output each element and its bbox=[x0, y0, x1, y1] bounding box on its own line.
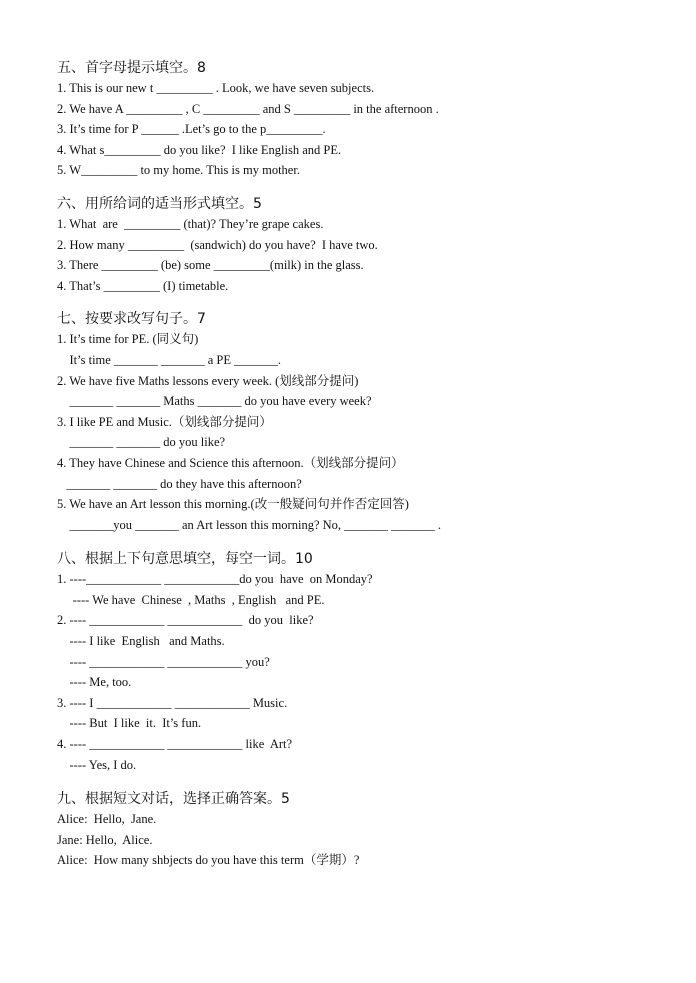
worksheet-page bbox=[57, 58, 677, 871]
exercise-line: ---- We have Chinese , Maths , English and PE. bbox=[57, 592, 325, 607]
section-title: 五、首字母提示填空。8 bbox=[57, 60, 206, 76]
exercise-line: 5. We have an Art lesson this morning.(改一般疑问句并作否定回答) bbox=[57, 497, 409, 512]
section-title: 六、用所给词的适当形式填空。5 bbox=[57, 195, 262, 212]
exercise-line: ---- I like English and Maths. bbox=[57, 634, 225, 649]
exercise-line: 3. I like PE and Music.（划线部分提问） bbox=[57, 414, 272, 429]
exercise-line: 4. What s_________ do you like? I like English and PE. bbox=[57, 142, 342, 157]
exercise-line: ---- Yes, I do. bbox=[57, 757, 137, 772]
section-title: 八、根据上下句意思填空，每空一词。10 bbox=[57, 551, 313, 568]
exercise-line: 4. ---- ____________ ____________ like Art? bbox=[57, 737, 293, 752]
exercise-line: 1. ----____________ ____________do you have on Monday? bbox=[57, 572, 373, 587]
exercise-line: _______ _______ Maths _______ do you have every week? bbox=[57, 394, 372, 409]
exercise-line: 4. That’s _________ (I) timetable. bbox=[57, 278, 229, 293]
exercise-line: Alice: Hello, Jane. bbox=[57, 812, 157, 827]
exercise-line: ---- ____________ ____________ you? bbox=[57, 654, 270, 669]
exercise-line: 1. What are _________ (that)? They’re grape cakes. bbox=[57, 216, 324, 231]
exercise-line: _______ _______ do they have this afternoon? bbox=[57, 476, 302, 491]
exercise-line: 1. This is our new t _________ . Look, we have seven subjects. bbox=[57, 81, 375, 95]
exercise-line: _______ _______ do you like? bbox=[57, 435, 226, 450]
exercise-line: Alice: How many shbjects do you have this term（学期）? bbox=[57, 853, 360, 868]
section-title: 九、根据短文对话，选择正确答案。5 bbox=[57, 791, 290, 808]
exercise-line: 3. There _________ (be) some _________(milk) in the glass. bbox=[57, 258, 364, 273]
exercise-line: 2. We have five Maths lessons every week. (划线部分提问) bbox=[57, 373, 359, 388]
exercise-line: 3. It’s time for P ______ .Let’s go to the p_________. bbox=[57, 122, 326, 137]
exercise-line: 5. W_________ to my home. This is my mother. bbox=[57, 163, 300, 178]
exercise-line: It’s time _______ _______ a PE _______. bbox=[57, 352, 281, 367]
exercise-line: 2. How many _________ (sandwich) do you have? I have two. bbox=[57, 237, 378, 252]
exercise-line: 3. ---- I ____________ ____________ Music. bbox=[57, 695, 288, 710]
section-title: 七、按要求改写句子。7 bbox=[57, 311, 206, 328]
exercise-line: 2. ---- ____________ ____________ do you like? bbox=[57, 613, 314, 628]
exercise-line: 4. They have Chinese and Science this afternoon.（划线部分提问） bbox=[57, 455, 404, 470]
exercise-line: Jane: Hello, Alice. bbox=[57, 832, 153, 847]
exercise-line: 1. It’s time for PE. (同义句) bbox=[57, 332, 199, 347]
exercise-line: ---- Me, too. bbox=[57, 675, 132, 690]
exercise-line: ---- But I like it. It’s fun. bbox=[57, 716, 202, 731]
exercise-line: _______you _______ an Art lesson this morning? No, _______ _______ . bbox=[57, 517, 442, 532]
exercise-line: 2. We have A _________ , C _________ and S _________ in the afternoon . bbox=[57, 101, 439, 116]
